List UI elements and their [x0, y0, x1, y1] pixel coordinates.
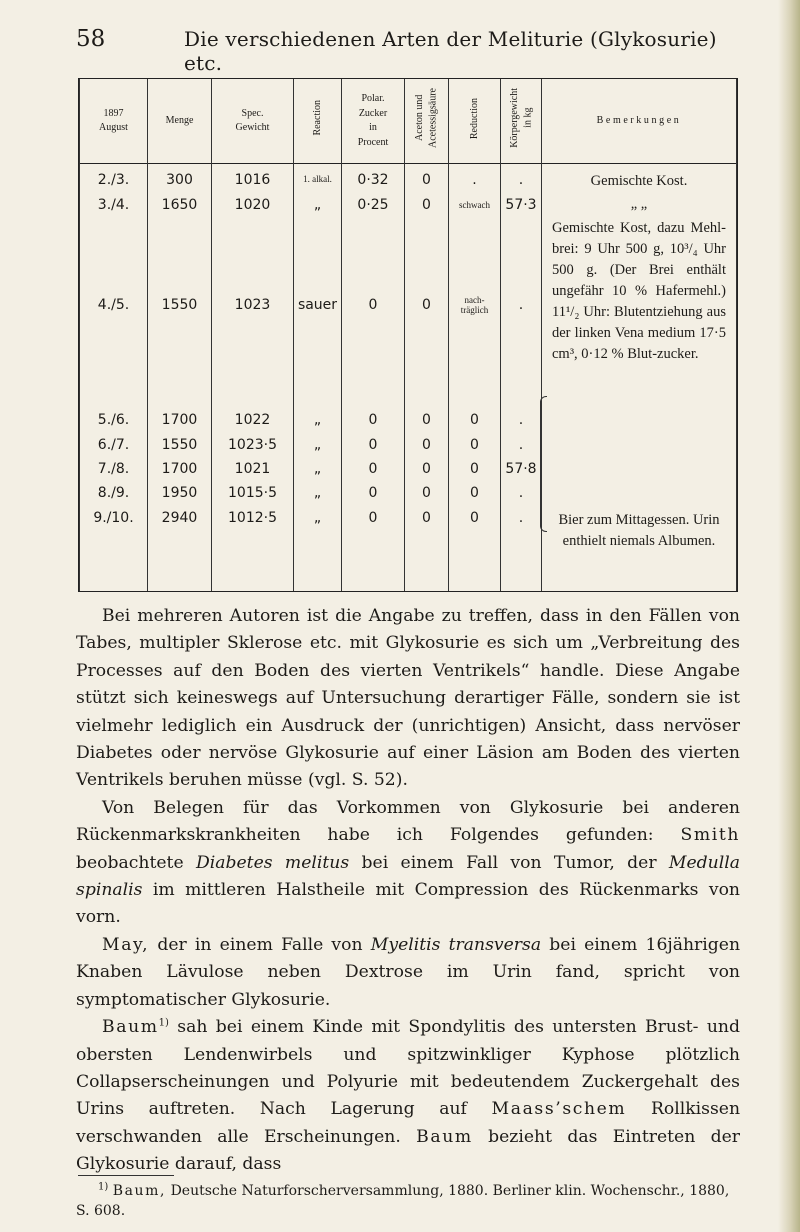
cell-date: 6./7. — [97, 437, 130, 453]
paragraph: Baum$^{1)}$ sah bei einem Kinde mit Spondylitis des untersten Brust- und obersten Lendenwirbels und spitzwinkliger Kyphose plötzlich Collapserscheinungen und Polyurie mit bedeutendem Zuckergehalt des Urins auftreten. Nach Lagerung auf Maass’schem Rollkissen verschwanden alle Erscheinungen. Baum bezieht das Eintreten der Glykosurie darauf, dass — [76, 1017, 741, 1175]
cell-gewicht: 1016 — [234, 172, 271, 188]
cell-koerper: 57·8 — [505, 461, 537, 477]
cell-reaction: sauer — [297, 297, 338, 313]
paragraph: May, der in einem Falle von Myelitis transversa bei einem 16jährigen Knaben Lävulose neben Dextrose im Urin fand, spricht von symptomatischer Glykosurie. — [76, 934, 741, 1010]
col-reaction — [294, 164, 342, 592]
cell-menge: 1700 — [161, 412, 198, 428]
footnote-rule — [78, 1175, 174, 1176]
cell-zucker: 0·25 — [357, 197, 389, 213]
cell-menge: 1650 — [161, 197, 198, 213]
cell-zucker: 0 — [368, 461, 378, 477]
cell-aceton: 0 — [422, 197, 431, 213]
cell-reaction: „ — [313, 437, 322, 453]
cell-aceton: 0 — [422, 461, 431, 477]
cell-koerper: . — [518, 485, 524, 501]
cell-gewicht: 1021 — [234, 461, 271, 477]
cell-zucker: 0 — [368, 485, 378, 501]
cell-bemerkung: Bier zum Mittagessen. Urin enthielt niemals Albumen. — [558, 512, 720, 549]
cell-aceton: 0 — [422, 485, 431, 501]
cell-reduction: 0 — [470, 485, 479, 501]
cell-zucker: 0 — [368, 297, 378, 313]
col-gewicht — [212, 164, 294, 592]
col-header-menge: Menge — [148, 79, 212, 164]
col-header-reduction: Reduction — [449, 79, 501, 164]
cell-date: 7./8. — [97, 461, 130, 477]
cell-gewicht: 1022 — [234, 412, 271, 428]
cell-aceton: 0 — [422, 437, 431, 453]
running-title: Die verschiedenen Arten der Meliturie (Glykosurie) etc. — [184, 27, 717, 75]
cell-koerper: . — [518, 412, 524, 428]
cell-date: 3./4. — [97, 197, 130, 213]
cell-koerper: . — [518, 437, 524, 453]
cell-gewicht: 1023 — [234, 297, 271, 313]
cell-menge: 1550 — [161, 437, 198, 453]
cell-gewicht: 1012·5 — [228, 510, 277, 526]
cell-bemerkung: Gemischte Kost, dazu Mehl-brei: 9 Uhr 500 g, 10³/₄ Uhr 500 g. (Der Brei enthält ungefähr 10 % Hafermehl.) 11¹/₂ Uhr: Blutentziehung aus der linken Vena medium 17·5 cm³, 0·12 % Blut-zucker. — [552, 220, 726, 362]
cell-reduction: 0 — [470, 412, 479, 428]
col-header-zucker: Polar. Zucker in Procent — [342, 79, 405, 164]
col-zucker — [342, 164, 405, 592]
col-header-reaction: Reaction — [294, 79, 342, 164]
page-edge — [778, 0, 800, 1232]
cell-aceton: 0 — [422, 297, 431, 313]
col-header-date: 1897 August — [80, 79, 148, 164]
cell-date: 8./9. — [97, 485, 130, 501]
cell-koerper: . — [518, 297, 524, 313]
col-header-gewicht: Spec. Gewicht — [212, 79, 294, 164]
cell-bemerkung: Gemischte Kost. — [590, 173, 688, 189]
col-bemerkungen — [542, 164, 737, 592]
cell-reduction: 0 — [470, 437, 479, 453]
footnote: $^{1)}$ Baum, Deutsche Naturforscherversammlung, 1880. Berliner klin. Wochenschr., 1880, S. 608. — [76, 1181, 730, 1219]
cell-reaction: „ — [313, 461, 322, 477]
cell-reaction: 1. alkal. — [303, 174, 332, 184]
cell-date: 4./5. — [97, 297, 130, 313]
cell-zucker: 0 — [368, 412, 378, 428]
cell-menge: 300 — [166, 172, 193, 188]
cell-reduction: nach- träglich — [460, 295, 489, 316]
body-text — [76, 603, 740, 1179]
cell-zucker: 0 — [368, 510, 378, 526]
cell-reaction: „ — [313, 412, 322, 428]
brace-mark — [540, 396, 547, 532]
col-header-aceton: Aceton und Acetessigsäure — [405, 79, 449, 164]
paragraph: Bei mehreren Autoren ist die Angabe zu treffen, dass in den Fällen von Tabes, multipler Sklerose etc. mit Glykosurie es sich um „Verbreitung des Processes auf den Boden des vierten Ventrikels“ handle. Diese Angabe stützt sich keineswegs auf Untersuchung derartiger Fälle, sondern sie ist vielmehr lediglich ein Ausdruck der (unrichtigen) Ansicht, dass nervöser Diabetes oder nervöse Glykosurie auf einer Läsion am Boden des vierten Ventrikels beruhen müsse (vgl. S. 52). — [76, 606, 740, 791]
cell-koerper: 57·3 — [505, 197, 537, 213]
col-header-koerper: Körpergewicht in kg — [501, 79, 542, 164]
cell-date: 9./10. — [93, 510, 134, 526]
cell-zucker: 0·32 — [357, 172, 389, 188]
col-koerper — [501, 164, 542, 592]
col-menge — [148, 164, 212, 592]
cell-aceton: 0 — [422, 412, 431, 428]
running-header — [76, 26, 736, 75]
cell-gewicht: 1015·5 — [228, 485, 277, 501]
col-header-bemerkungen: Bemerkungen — [542, 79, 737, 164]
cell-reduction: schwach — [459, 200, 490, 210]
col-reduction — [449, 164, 501, 592]
cell-bemerkung: „ „ — [630, 196, 648, 212]
col-aceton — [405, 164, 449, 592]
cell-date: 2./3. — [97, 172, 130, 188]
cell-koerper: . — [518, 172, 524, 188]
cell-menge: 1550 — [161, 297, 198, 313]
cell-menge: 1700 — [161, 461, 198, 477]
page-number: 58 — [76, 26, 106, 52]
cell-reduction: 0 — [470, 510, 479, 526]
cell-menge: 2940 — [161, 510, 198, 526]
cell-gewicht: 1020 — [234, 197, 271, 213]
col-date — [80, 164, 148, 592]
cell-reaction: „ — [313, 485, 322, 501]
cell-koerper: . — [518, 510, 524, 526]
cell-menge: 1950 — [161, 485, 198, 501]
footnote-ref[interactable]: 1) — [158, 1017, 169, 1029]
data-table — [78, 78, 738, 592]
cell-reduction: . — [472, 172, 477, 188]
cell-date: 5./6. — [97, 412, 130, 428]
cell-reaction: „ — [313, 197, 322, 213]
cell-reaction: „ — [313, 510, 322, 526]
cell-aceton: 0 — [422, 510, 431, 526]
paragraph: Von Belegen für das Vorkommen von Glykosurie bei anderen Rückenmarkskrankheiten habe ich Folgendes gefunden: Smith beobachtete Diabetes melitus bei einem Fall von Tumor, der Medulla spinalis im mittleren Halstheile mit Compression des Rückenmarks von vorn. — [76, 797, 740, 928]
cell-zucker: 0 — [368, 437, 378, 453]
cell-aceton: 0 — [422, 172, 431, 188]
cell-gewicht: 1023·5 — [228, 437, 277, 453]
cell-reduction: 0 — [470, 461, 479, 477]
